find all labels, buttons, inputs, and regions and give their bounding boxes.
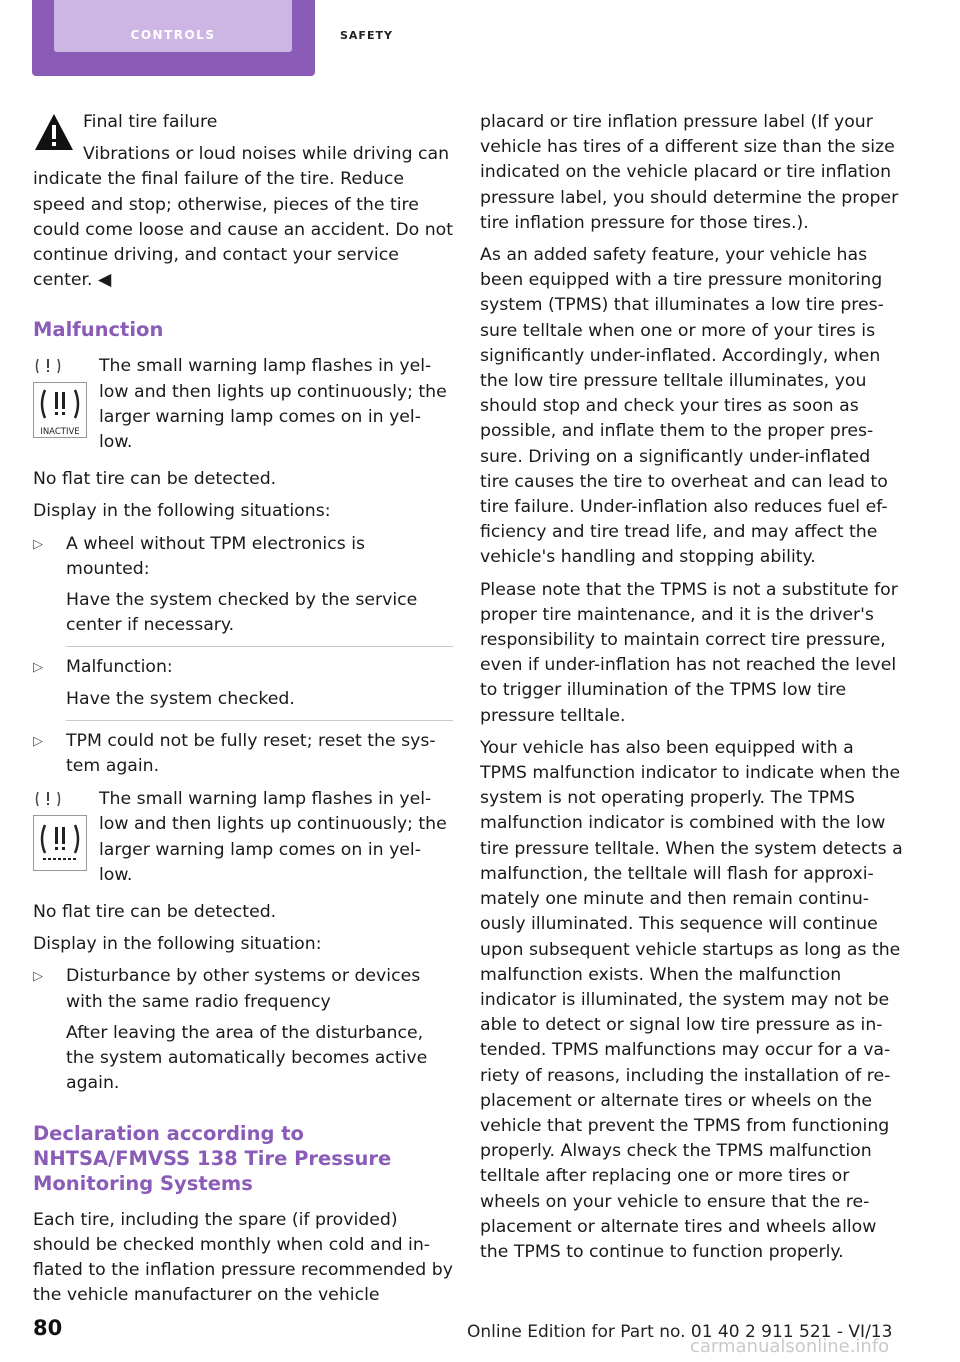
inactive-label: INACTIVE — [40, 427, 80, 438]
tpm-inactive-lamp-icon — [33, 382, 87, 438]
tpm-malfunction-lamp-icon — [33, 815, 87, 871]
list-item-main: TPM could not be fully reset; reset the sys-tem again. — [66, 730, 436, 777]
warning-title: Final tire failure — [83, 112, 218, 132]
list-item-sub: After leaving the area of the disturbance, the system automatically becomes active again. — [66, 1022, 428, 1094]
header-tabbar — [0, 0, 960, 76]
warning-block — [33, 110, 453, 293]
bullet-triangle-icon: ▷ — [33, 536, 43, 552]
warning-triangle-icon — [33, 112, 75, 152]
page-number: 80 — [33, 1316, 63, 1340]
left-column — [33, 110, 453, 1315]
tab-controls[interactable] — [32, 0, 315, 76]
malfunction-heading: Malfunction — [33, 318, 164, 342]
warning-text: Vibrations or loud noises while driving can indicate the final failure of the tire. Reduce speed and stop; otherwise, pieces of the tire could come loose and cause an accident. Do not continue driving, and contact your service center. ◀ — [33, 144, 453, 291]
para-no-flat-2: No flat tire can be detected. — [33, 902, 277, 923]
lamp1-text: The small warning lamp flashes in yel-low and then lights up continuously; the larger warning lamp comes on in yel-low. — [99, 356, 447, 453]
bullet-triangle-icon: ▷ — [33, 733, 43, 749]
right-para-3: Please note that the TPMS is not a substitute for proper tire maintenance, and it is the driver's responsibility to maintain correct tire pressure, even if under-inflation has not reached the level to trigger illumination of the TPMS low tire pressure telltale. — [480, 579, 898, 726]
list-item-main: Malfunction: — [66, 657, 173, 678]
divider — [66, 720, 453, 721]
declaration-text: Each tire, including the spare (if provided) should be checked monthly when cold and in-flated to the inflation pressure recommended by the vehicle manufacturer on the vehicle — [33, 1209, 453, 1306]
bullet-list-2 — [33, 964, 453, 1096]
tab-controls-label: controls — [54, 0, 292, 52]
right-para-4: Your vehicle has also been equipped with a TPMS malfunction indicator to indicate when the system is not operating properly. The TPMS malfunction indicator is combined with the low tire pressure telltale. When the system detects a malfunction, the telltale will flash for approxi-mately one minute and then remain continu-ously illuminated. This sequence will continue upon subsequent vehicle startups as long as the malfunction exists. When the malfunction indicator is illuminated, the system may not be able to detect or signal low tire pressure as in-tended. TPMS malfunctions may occur for a va-riety of reasons, including the installation of re-placement or alternate tires or wheels on the vehicle that prevent the TPMS from functioning properly. Always check the TPMS malfunction telltale after replacing one or more tires or wheels on your vehicle to ensure that the re-placement or alternate tires and wheels allow the TPMS to continue to function properly. — [480, 737, 903, 1262]
list-item — [33, 964, 453, 1096]
watermark: carmanualsonline.info — [690, 1336, 890, 1357]
bullet-triangle-icon: ▷ — [33, 660, 43, 676]
lamp-block-2 — [33, 787, 453, 888]
declaration-heading: Declaration according to NHTSA/FMVSS 138 Tire Pressure Monitoring Systems — [33, 1121, 392, 1195]
list-item-sub: Have the system checked. — [66, 688, 295, 709]
list-item-main: Disturbance by other systems or devices with the same radio frequency — [66, 966, 421, 1012]
right-column — [480, 110, 904, 1272]
tab-safety[interactable]: safety — [340, 25, 393, 43]
para-display-situation: Display in the following situation: — [33, 934, 322, 955]
divider — [66, 646, 453, 647]
para-no-flat-1: No flat tire can be detected. — [33, 469, 277, 490]
list-item — [33, 729, 453, 779]
right-para-2: As an added safety feature, your vehicle has been equipped with a tire pressure monitoring system (TPMS) that illuminates a low tire pres-sure telltale when one or more of your tires is significantly under-inflated. Accordingly, when the low tire pressure telltale illuminates, you should stop and check your tires as soon as possible, and inflate them to the proper pres-sure. Driving on a significantly under-inflated tire causes the tire to overheat and can lead to tire failure. Under-inflation also reduces fuel ef-ficiency and tire tread life, and may affect the vehicle's handling and stopping ability. — [480, 245, 888, 568]
bullet-triangle-icon: ▷ — [33, 969, 43, 985]
edition-text: Online Edition for Part no. 01 40 2 911 521 - VI/13 — [467, 1322, 893, 1342]
list-item-main: A wheel without TPM electronics is mounted: — [66, 533, 365, 579]
para-display-situations: Display in the following situations: — [33, 501, 331, 522]
list-item — [33, 655, 453, 711]
lamp2-text: The small warning lamp flashes in yel-low and then lights up continuously; the larger warning lamp comes on in yel-low. — [99, 789, 447, 885]
list-item-sub: Have the system checked by the service center if necessary. — [66, 590, 418, 636]
bullet-list-1 — [33, 532, 453, 780]
list-item — [33, 532, 453, 639]
small-tire-warning-icon — [33, 356, 63, 376]
lamp-block-1 — [33, 354, 453, 455]
right-para-1: placard or tire inflation pressure label (If your vehicle has tires of a different size than the size indicated on the vehicle placard or tire inflation pressure label, you should determine the proper tire inflation pressure for those tires.). — [480, 112, 899, 233]
small-tire-warning-icon — [33, 789, 63, 809]
